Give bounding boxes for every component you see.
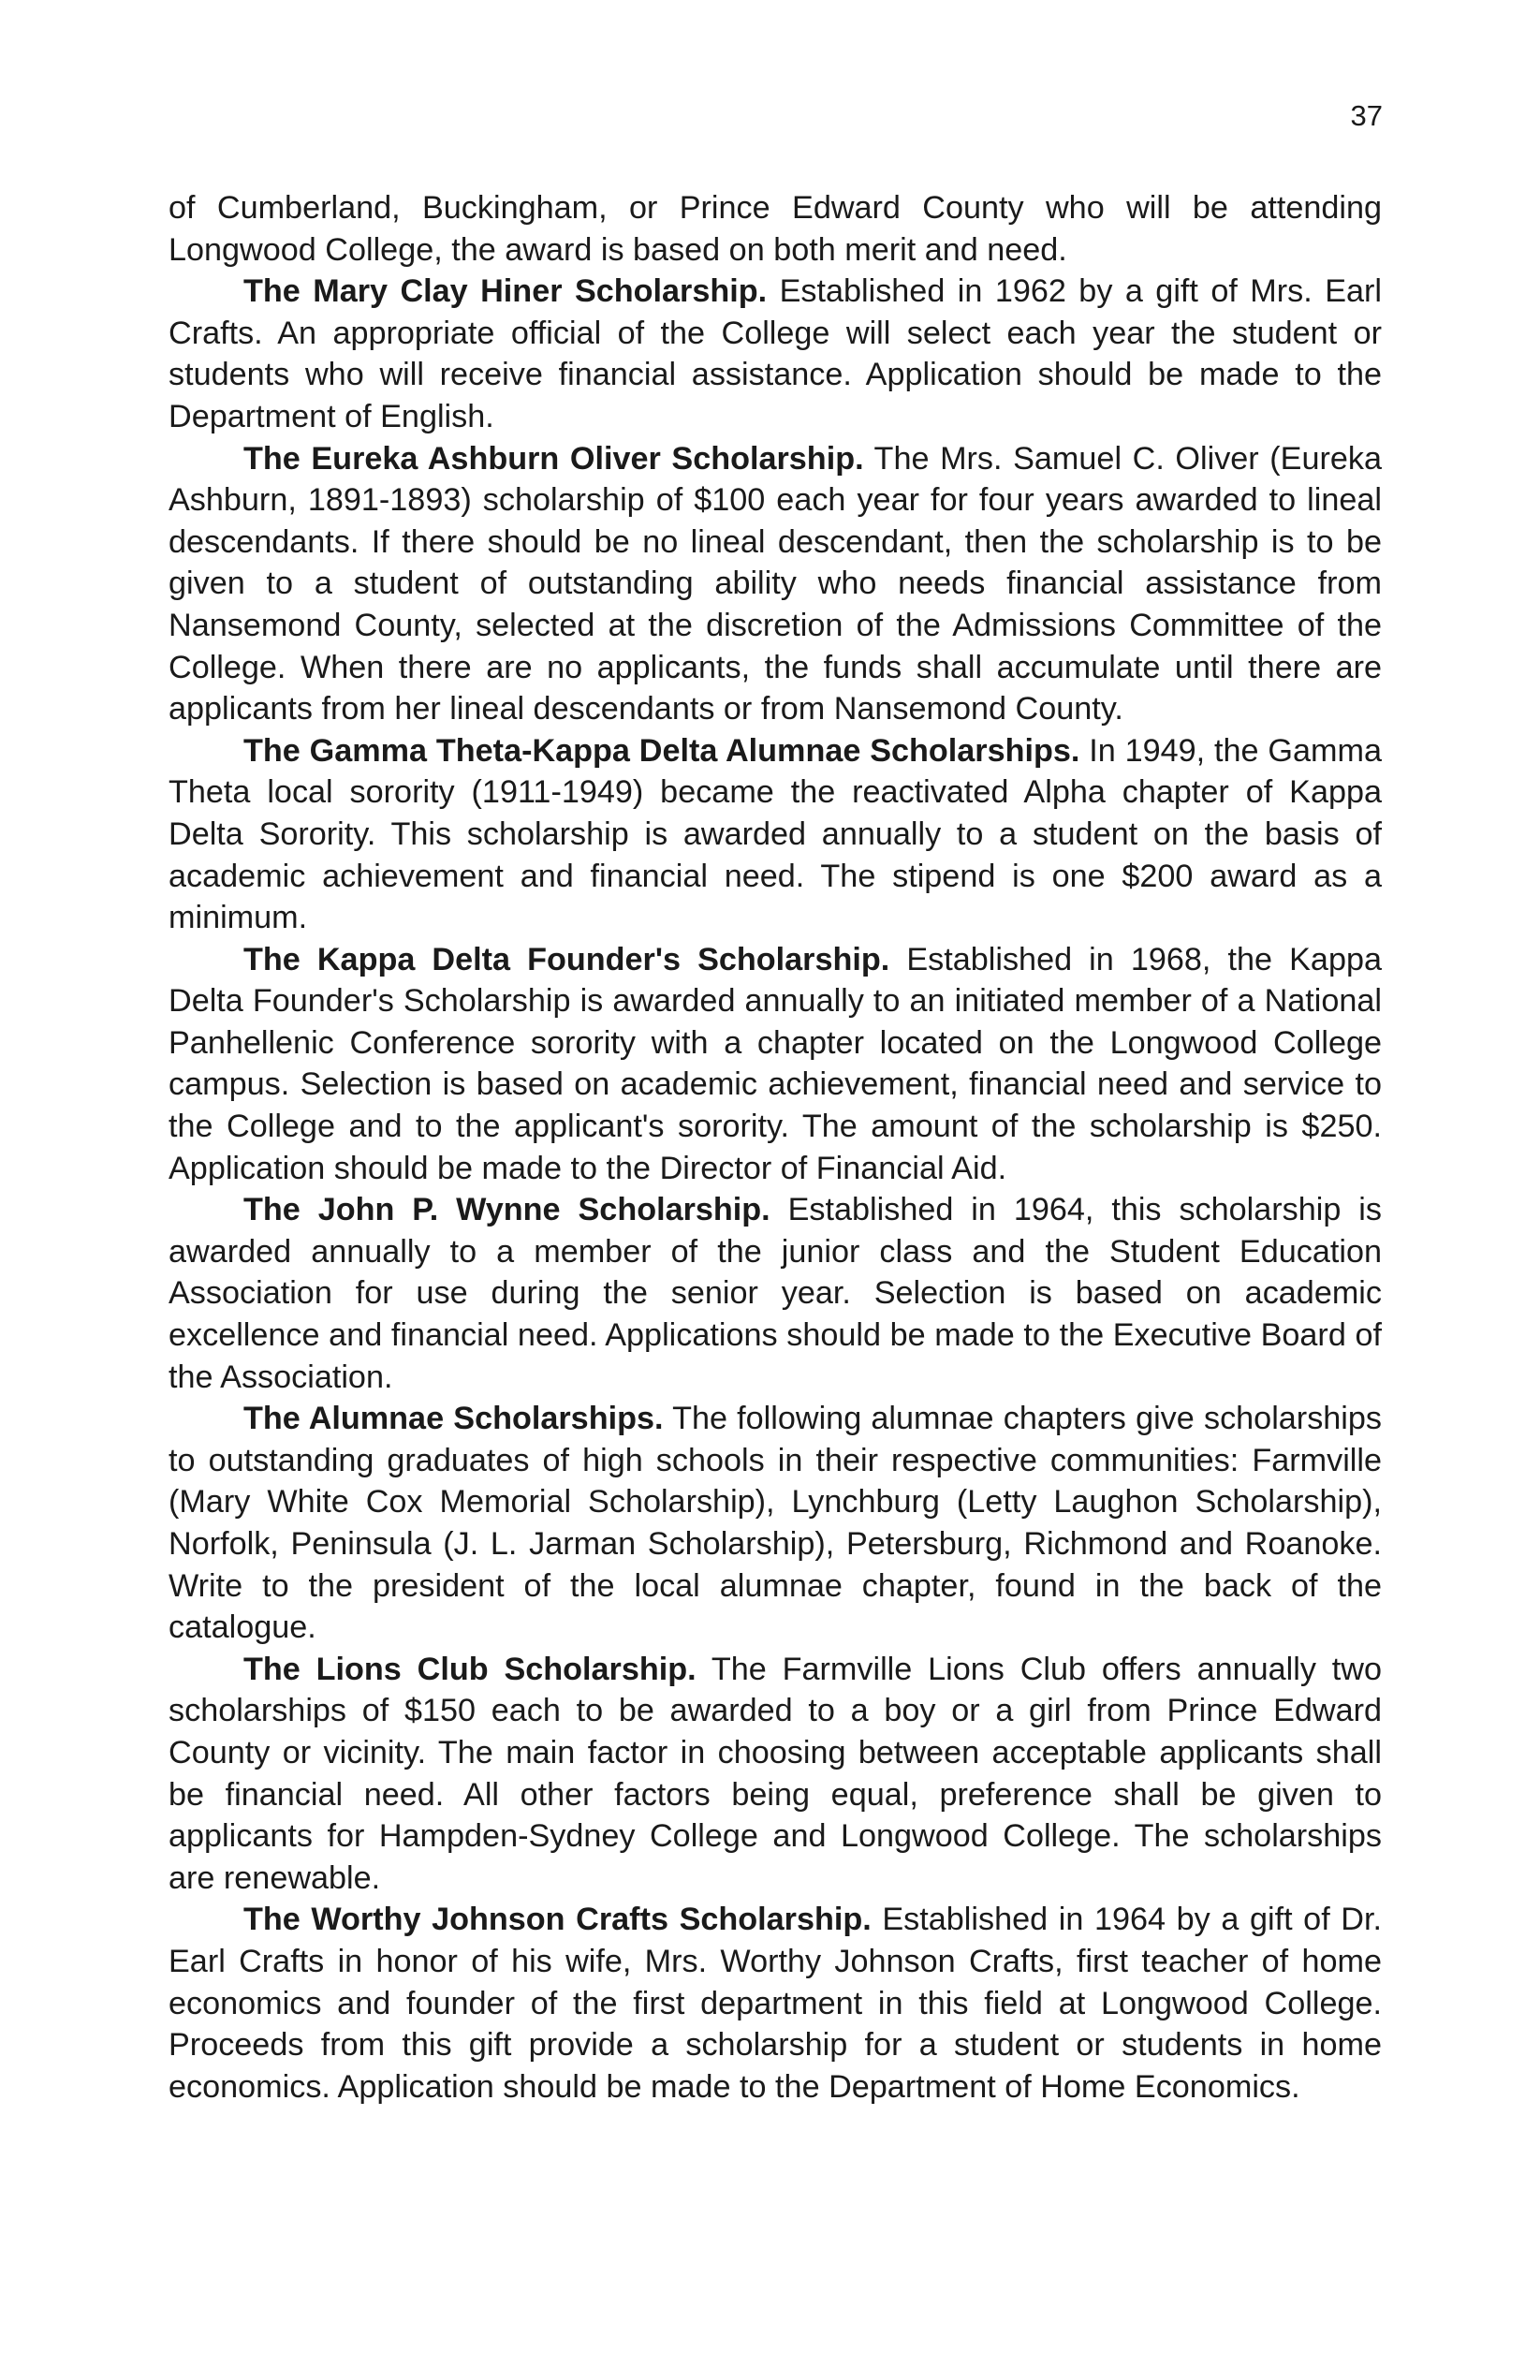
scholarship-heading: The Lions Club Scholarship. <box>243 1651 697 1687</box>
continuation-paragraph <box>169 187 1382 271</box>
paragraph-body: Established in 1968, the Kappa Delta Founder's Scholarship is awarded annually to an initiated member of a National Panhellenic Conference sorority with a chapter located on the Longwood College campus. Selection is based on academic achievement, financial need and service to the College and to the applicant's sorority. The amount of the scholarship is $250. Application should be made to the Director of Financial Aid. <box>169 941 1382 1186</box>
paragraph-body: The Farmville Lions Club offers annually two scholarships of $150 each to be awarded to a boy or a girl from Prince Edward County or vicinity. The main factor in choosing between acceptable applicants shall be financial need. All other factors being equal, preference shall be given to applicants for Hampden-Sydney College and Longwood College. The scholarships are renewable. <box>169 1651 1382 1896</box>
paragraph-body: Established in 1962 by a gift of Mrs. Earl Crafts. An appropriate official of the College will select each year the student or students who will receive financial assistance. Application should be made to the Department of English. <box>169 273 1382 434</box>
scholarship-heading: The Worthy Johnson Crafts Scholarship. <box>243 1902 872 1938</box>
eureka-ashburn-oliver-paragraph <box>169 438 1382 730</box>
paragraph-body: of Cumberland, Buckingham, or Prince Edward County who will be attending Longwood College, the award is based on both merit and need. <box>169 190 1382 268</box>
paragraph-body: Established in 1964 by a gift of Dr. Earl Crafts in honor of his wife, Mrs. Worthy Johnson Crafts, first teacher of home economics and founder of the first department in this field at Longwood College. Proceeds from this gift provide a scholarship for a student or students in home economics. Application should be made to the Department of Home Economics. <box>169 1902 1382 2105</box>
lions-club-paragraph <box>169 1649 1382 1900</box>
alumnae-scholarships-paragraph <box>169 1398 1382 1649</box>
scholarship-heading: The John P. Wynne Scholarship. <box>243 1192 770 1228</box>
kappa-delta-founders-paragraph <box>169 939 1382 1190</box>
mary-clay-hiner-paragraph <box>169 271 1382 437</box>
scholarship-heading: The Kappa Delta Founder's Scholarship. <box>243 941 890 977</box>
scholarship-heading: The Alumnae Scholarships. <box>243 1401 664 1437</box>
scholarship-heading: The Gamma Theta-Kappa Delta Alumnae Scholarships. <box>243 732 1080 769</box>
paragraph-body: The following alumnae chapters give scholarships to outstanding graduates of high schools in their respective communities: Farmville (Mary White Cox Memorial Scholarship), Lynchburg (Letty Laughon Scholarship), Norfolk, Peninsula (J. L. Jarman Scholarship), Petersburg, Richmond and Roanoke. Write to the president of the local alumnae chapter, found in the back of the catalogue. <box>169 1401 1383 1646</box>
scholarship-heading: The Mary Clay Hiner Scholarship. <box>243 273 768 310</box>
john-p-wynne-paragraph <box>169 1189 1382 1398</box>
paragraph-body: The Mrs. Samuel C. Oliver (Eureka Ashburn, 1891-1893) scholarship of $100 each year for four years awarded to lineal descendants. If there should be no lineal descendant, then the scholarship is to be given to a student of outstanding ability who needs financial assistance from Nansemond County, selected at the discretion of the Admissions Committee of the College. When there are no applicants, the funds shall accumulate until there are applicants from her lineal descendants or from Nansemond County. <box>169 440 1383 727</box>
document-body <box>169 187 1382 2108</box>
page-number: 37 <box>1350 99 1383 132</box>
worthy-johnson-crafts-paragraph <box>169 1899 1382 2108</box>
paragraph-body: Established in 1964, this scholarship is awarded annually to a member of the junior class and the Student Education Association for use during the senior year. Selection is based on academic excellence and financial need. Applications should be made to the Executive Board of the Association. <box>169 1192 1382 1395</box>
gamma-theta-kappa-delta-paragraph <box>169 730 1382 939</box>
paragraph-body: In 1949, the Gamma Theta local sorority (1911-1949) became the reactivated Alpha chapter of Kappa Delta Sorority. This scholarship is awarded annually to a student on the basis of academic achievement and financial need. The stipend is one $200 award as a minimum. <box>169 732 1382 936</box>
scholarship-heading: The Eureka Ashburn Oliver Scholarship. <box>243 440 864 477</box>
